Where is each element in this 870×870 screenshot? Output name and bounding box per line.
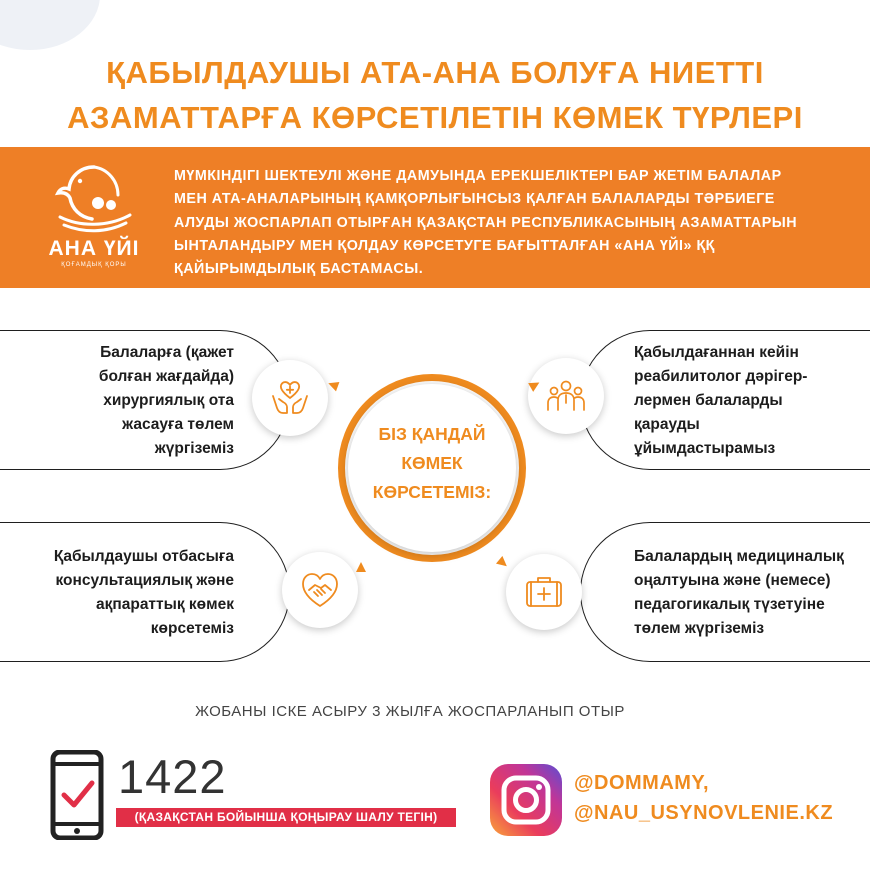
- bird-nest-logo-icon: [50, 161, 138, 239]
- card-line: реабилитолог дәрігер-: [634, 368, 808, 385]
- arrow-icon: [326, 378, 340, 392]
- banner-line: ЫНТАЛАНДЫРУ МЕН ҚОЛДАУ КӨРСЕТУГЕ БАҒЫТТАЛҒАН «АНА ҮЙІ» ҚҚ: [174, 237, 715, 254]
- center-heading: [348, 420, 516, 507]
- card-line: оңалтуына және (немесе): [634, 572, 831, 589]
- card-line: көрсетеміз: [150, 620, 234, 637]
- banner-line: МЕН АТА-АНАЛАРЫНЫҢ ҚАМҚОРЛЫҒЫНСЫЗ ҚАЛҒАН БАЛАЛАРДЫ ТӘРБИЕГЕ: [174, 191, 775, 208]
- hands-heart-cross-icon-disc: [252, 360, 328, 436]
- center-line: КӨМЕК: [401, 453, 463, 473]
- arrow-icon: [528, 378, 542, 392]
- first-aid-kit-icon: [524, 572, 564, 612]
- logo-subtitle: ҚОҒАМДЫҚ ҚОРЫ: [61, 262, 127, 268]
- card-line: Қабылдағаннан кейін: [634, 344, 799, 361]
- center-line: БІЗ ҚАНДАЙ: [378, 424, 486, 444]
- card-line: төлем жүргіземіз: [634, 620, 765, 637]
- card-line: Балалардың медициналық: [634, 548, 844, 565]
- center-line: КӨРСЕТЕМІЗ:: [372, 482, 492, 502]
- instagram-icon: [488, 762, 564, 838]
- foundation-banner: [0, 147, 870, 288]
- card-line: хирургиялық ота: [103, 392, 234, 409]
- card-surgery-payment: [0, 330, 290, 470]
- title-line-1: ҚАБЫЛДАУШЫ АТА-АНА БОЛУҒА НИЕТТІ: [106, 55, 764, 90]
- free-call-badge: (ҚАЗАҚСТАН БОЙЫНША ҚОҢЫРАУ ШАЛУ ТЕГІН): [116, 808, 456, 827]
- logo-name: АНА ҮЙІ: [48, 237, 140, 260]
- card-line: жасауға төлем: [122, 416, 234, 433]
- handshake-heart-icon-disc: [282, 552, 358, 628]
- banner-line: ҚАЙЫРЫМДЫЛЫҚ БАСТАМАСЫ.: [174, 261, 424, 278]
- arrow-icon: [496, 556, 510, 570]
- card-line: консультациялық және: [55, 572, 234, 589]
- banner-line: АЛУДЫ ЖОСПАРЛАП ОТЫРҒАН ҚАЗАҚСТАН РЕСПУБЛИКАСЫНЫҢ АЗАМАТТАРЫН: [174, 214, 798, 231]
- card-text: [634, 341, 807, 461]
- card-line: ұйымдастырамыз: [634, 440, 776, 457]
- hotline-number: 1422: [118, 750, 227, 803]
- banner-description: [174, 165, 854, 281]
- card-text: [99, 341, 234, 461]
- phone-check-icon: [50, 750, 104, 840]
- card-line: ақпараттық көмек: [95, 596, 234, 613]
- instagram-handles: [574, 768, 833, 828]
- corner-decoration: [0, 0, 100, 50]
- instagram-handle-link[interactable]: @DOMMAMY,: [574, 772, 710, 794]
- first-aid-kit-icon-disc: [506, 554, 582, 630]
- card-line: педагогикалық түзетуіне: [634, 596, 825, 613]
- card-rehabilitation-doctors: [580, 330, 870, 470]
- title-line-2: АЗАМАТТАРҒА КӨРСЕТІЛЕТІН КӨМЕК ТҮРЛЕРІ: [67, 100, 803, 135]
- card-line: Қабылдаушы отбасыға: [53, 548, 234, 565]
- card-text: [634, 545, 844, 641]
- card-line: қарауды: [634, 416, 700, 433]
- doctors-team-icon: [546, 376, 586, 416]
- instagram-handle-link[interactable]: @NAU_USYNOVLENIE.KZ: [574, 802, 834, 824]
- card-text: [54, 545, 234, 641]
- card-consultation: [0, 522, 290, 662]
- card-line: болған жағдайда): [98, 368, 234, 385]
- handshake-heart-icon: [300, 570, 340, 610]
- card-line: Балаларға (қажет: [100, 344, 234, 361]
- ana-uyi-logo: [40, 161, 148, 279]
- project-duration-note: ЖОБАНЫ ІСКЕ АСЫРУ 3 ЖЫЛҒА ЖОСПАРЛАНЫП ОТЫР: [195, 703, 625, 720]
- card-line: лермен балаларды: [634, 392, 783, 409]
- doctors-team-icon-disc: [528, 358, 604, 434]
- arrow-icon: [354, 560, 368, 574]
- card-line: жүргіземіз: [154, 440, 234, 457]
- hands-heart-cross-icon: [270, 378, 310, 418]
- page-title: [0, 50, 870, 140]
- card-medical-rehabilitation: [580, 522, 870, 662]
- banner-line: МҮМКІНДІГІ ШЕКТЕУЛІ ЖӘНЕ ДАМУЫНДА ЕРЕКШЕЛІКТЕРІ БАР ЖЕТІМ БАЛАЛАР: [174, 168, 782, 184]
